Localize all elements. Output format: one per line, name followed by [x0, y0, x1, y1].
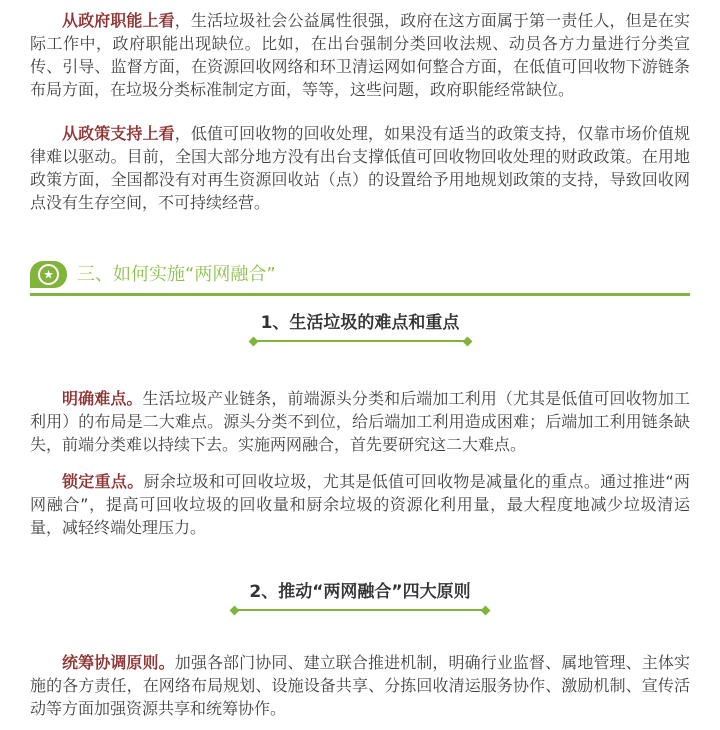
paragraph-text: ，生活垃圾社会公益属性很强，政府在这方面属于第一责任人，但是在实际工作中，政府职能出现缺位。比如，在出台强制分类回收法规、动员各方力量进行分类宣传、引导、监督方面，在资源回收网络和环卫清运网如何整合方面，在低值可回收物下游链条布局方面，在垃圾分类标准制定方面，等等，这些问题，政府职能经常缺位。	[30, 11, 690, 99]
diamond-icon	[462, 336, 472, 346]
paragraph-text: 生活垃圾产业链条，前端源头分类和后端加工利用（尤其是低值可回收物加工利用）的布局是二大难点。源头分类不到位，给后端加工利用造成困难；后端加工利用链条缺失，前端分类难以持续下去。实施两网融合，首先要研究这二大难点。	[30, 389, 690, 454]
section-divider	[30, 293, 690, 296]
paragraph-coordination-principle	[30, 651, 690, 720]
star-badge	[30, 261, 67, 288]
diamond-icon	[248, 336, 258, 346]
paragraph-text: 厨余垃圾和可回收垃圾，尤其是低值可回收物是减量化的重点。通过推进“两网融合”，提高可回收垃圾的回收量和厨余垃圾的资源化利用量，最大程度地减少垃圾清运量，减轻终端处理压力。	[30, 472, 690, 537]
paragraph-lead: 从政府职能上看	[62, 11, 175, 30]
section-title: 三、如何实施“两网融合”	[77, 264, 276, 285]
star-glyph: ★	[43, 267, 54, 281]
subheading-1	[30, 312, 690, 342]
paragraph-text: 加强各部门协同、建立联合推进机制，明确行业监督、属地管理、主体实施的各方责任，在网络布局规划、设施设备共享、分拣回收清运服务协作、激励机制、宣传活动等方面加强资源共享和统筹协作。	[30, 653, 690, 718]
diamond-icon	[230, 605, 240, 615]
subheading-underline	[234, 609, 486, 611]
star-icon	[38, 264, 59, 285]
subheading-title: 1、生活垃圾的难点和重点	[260, 313, 460, 333]
article-body	[30, 9, 690, 720]
paragraph-lead: 从政策支持上看	[62, 124, 175, 143]
diamond-icon	[481, 605, 491, 615]
subheading-2	[30, 581, 690, 611]
subheading-underline	[253, 340, 468, 342]
paragraph-identify-difficulties	[30, 387, 690, 456]
paragraph-lead: 明确难点。	[62, 389, 143, 408]
paragraph-government-role	[30, 9, 690, 101]
section-header	[30, 261, 690, 288]
subheading-title: 2、推动“两网融合”四大原则	[249, 582, 471, 602]
paragraph-policy-support	[30, 122, 690, 214]
paragraph-lead: 锁定重点。	[62, 472, 144, 491]
paragraph-lock-priorities	[30, 470, 690, 539]
paragraph-text: ，低值可回收物的回收处理，如果没有适当的政策支持，仅靠市场价值规律难以驱动。目前，全国大部分地方没有出台支撑低值可回收物回收处理的财政政策。在用地政策方面，全国都没有对再生资源回收站（点）的设置给予用地规划政策的支持，导致回收网点没有生存空间，不可持续经营。	[30, 124, 690, 212]
paragraph-lead: 统筹协调原则。	[62, 653, 175, 672]
